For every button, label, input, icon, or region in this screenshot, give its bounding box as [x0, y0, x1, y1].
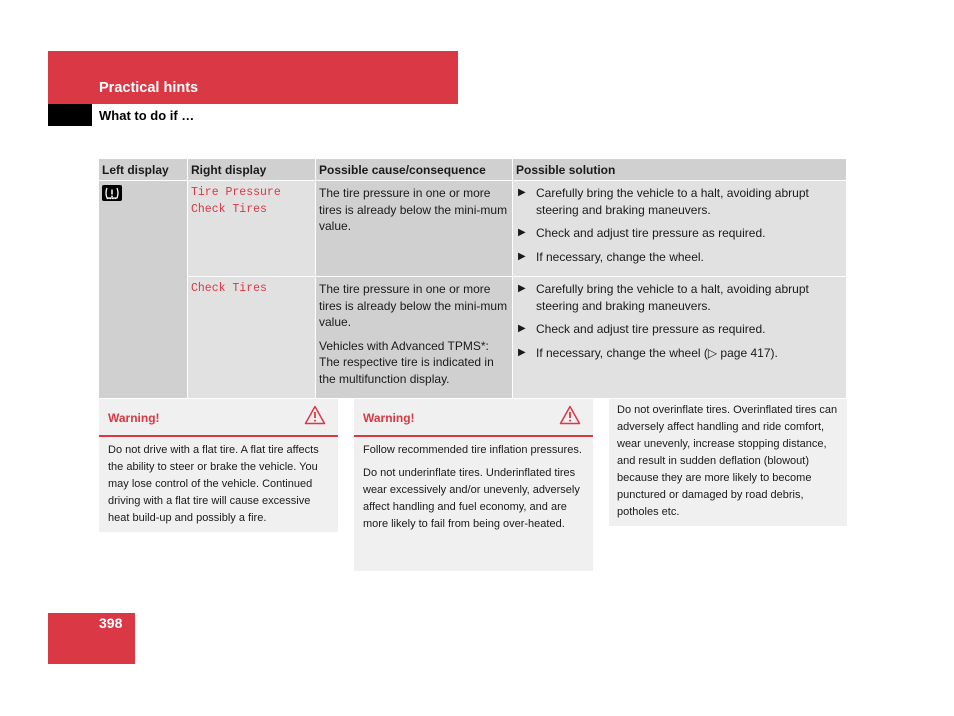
- note-text: Do not overinflate tires. Overinflated tires can adversely affect handling and ride comfort, wear unevenly, increase stopping distance, and result in sudden deflation (blowout) because they are more likely to become punctured or damaged by road debris, potholes etc.: [617, 404, 838, 518]
- bullet-arrow-icon: ▶: [518, 250, 526, 262]
- warning-title: Warning!: [108, 411, 160, 425]
- solution-text: Carefully bring the vehicle to a halt, avoiding abrupt steering and braking maneuvers.: [536, 282, 809, 313]
- hints-table: [99, 159, 847, 398]
- right-display-cell: [188, 181, 316, 277]
- warning-triangle-icon: [559, 405, 581, 431]
- cause-cell: [316, 181, 513, 277]
- warning-text: Do not drive with a flat tire. A flat tire affects the ability to steer or brake the vehicle. You may lose control of the vehicle. Continued driving with a flat tire will cause excessive heat build-up and possibly a fire.: [108, 444, 319, 524]
- col-header-left-display: Left display: [99, 159, 188, 181]
- bullet-arrow-icon: ▶: [518, 227, 526, 238]
- display-message: Tire Pressure: [191, 186, 281, 199]
- tire-pressure-warning-icon: [102, 185, 122, 201]
- table-row: [99, 277, 847, 399]
- cause-cell: [316, 277, 513, 399]
- section-tab-marker: [48, 104, 92, 126]
- cause-text: The tire pressure in one or more tires is already below the mini-mum value.: [319, 282, 508, 329]
- note-box-overinflation: [609, 399, 847, 526]
- warning-title: Warning!: [363, 411, 415, 425]
- subsection-title: What to do if …: [99, 108, 195, 123]
- bullet-arrow-icon: ▶: [518, 346, 526, 358]
- left-display-cell: [99, 181, 188, 399]
- solution-item: [516, 185, 843, 218]
- table-header-row: [99, 159, 847, 181]
- solution-item: [516, 345, 843, 362]
- warning-box-inflation: [354, 399, 593, 571]
- display-message: Check Tires: [191, 202, 267, 216]
- header-band: [48, 51, 458, 104]
- warning-header: [99, 399, 338, 437]
- display-message: Check Tires: [191, 282, 267, 295]
- solution-text: If necessary, change the wheel (▷ page 417).: [536, 345, 778, 360]
- warning-header: [354, 399, 593, 437]
- warning-box-flat-tire: [99, 399, 338, 532]
- warning-text: Follow recommended tire inflation pressures.: [363, 444, 582, 456]
- solution-item: [516, 281, 843, 314]
- col-header-cause: Possible cause/consequence: [316, 159, 513, 181]
- solution-cell: [513, 181, 847, 277]
- solution-text: Check and adjust tire pressure as required.: [536, 322, 766, 336]
- solution-cell: [513, 277, 847, 399]
- warning-text: Do not underinflate tires. Underinflated tires wear excessively and/or unevenly, adversely affect handling and fuel economy, and are more likely to fail from being over-heated.: [363, 467, 580, 530]
- section-title: Practical hints: [99, 80, 199, 96]
- solution-text: If necessary, change the wheel.: [536, 249, 704, 264]
- solution-text: Check and adjust tire pressure as required.: [536, 226, 766, 240]
- bullet-arrow-icon: ▶: [518, 187, 526, 198]
- cause-text: Vehicles with Advanced TPMS*: The respective tire is indicated in the multifunction display.: [319, 338, 494, 386]
- cause-text: The tire pressure in one or more tires is already below the mini-mum value.: [319, 186, 508, 233]
- warning-triangle-icon: [304, 405, 326, 431]
- bullet-arrow-icon: ▶: [518, 283, 526, 294]
- solution-item: [516, 321, 843, 338]
- col-header-solution: Possible solution: [513, 159, 847, 181]
- solution-item: [516, 249, 843, 266]
- solution-text: Carefully bring the vehicle to a halt, avoiding abrupt steering and braking maneuvers.: [536, 186, 809, 217]
- table-row: [99, 181, 847, 277]
- col-header-right-display: Right display: [188, 159, 316, 181]
- bullet-arrow-icon: ▶: [518, 323, 526, 334]
- page-number: 398: [99, 615, 123, 631]
- right-display-cell: [188, 277, 316, 399]
- solution-item: [516, 225, 843, 242]
